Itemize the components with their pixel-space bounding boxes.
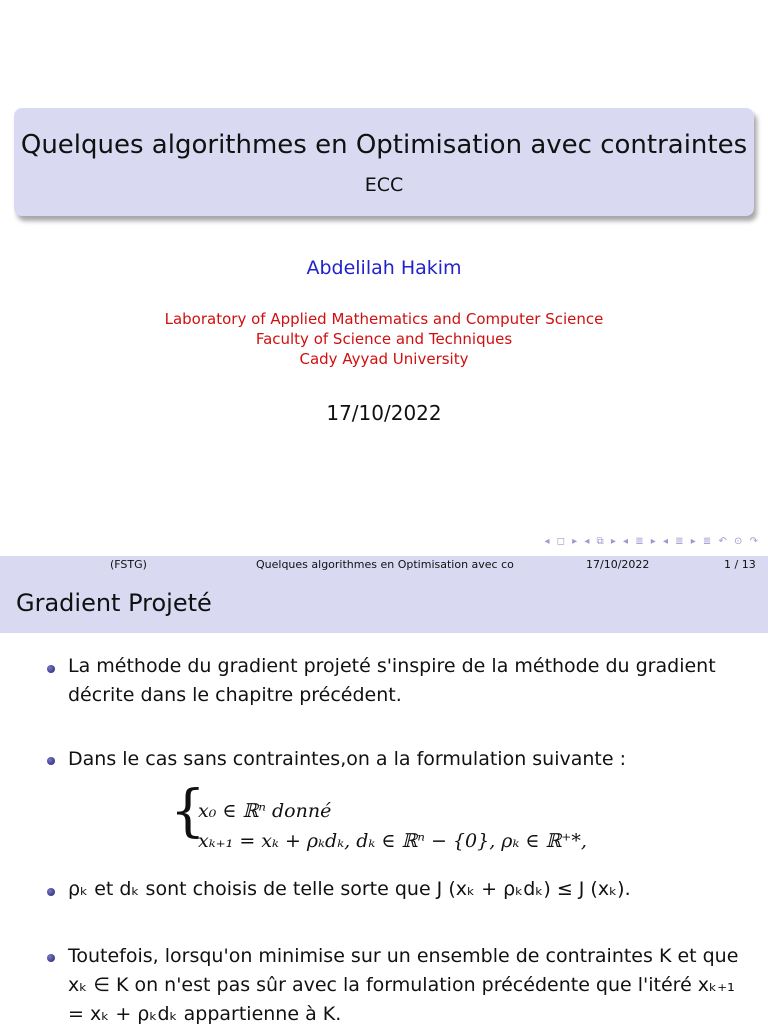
bullet-icon <box>47 665 55 673</box>
footer-page-number: 1 / 13 <box>724 558 756 571</box>
left-brace: { <box>170 779 206 844</box>
formula-line-2: xₖ₊₁ = xₖ + ρₖdₖ, dₖ ∈ ℝⁿ − {0}, ρₖ ∈ ℝ⁺*, <box>198 830 587 852</box>
institution-line-2: Faculty of Science and Techniques <box>255 330 513 348</box>
slide-title: Quelques algorithmes en Optimisation avec contraintes <box>20 130 748 160</box>
slide-subtitle: ECC <box>364 174 404 196</box>
content-slide <box>0 575 768 1024</box>
author-name: Abdelilah Hakim <box>306 257 462 279</box>
presentation-date: 17/10/2022 <box>326 401 442 425</box>
bullet-icon <box>47 954 55 962</box>
frame-title-bar <box>0 575 768 633</box>
footer-title: Quelques algorithmes en Optimisation avec co <box>256 558 514 571</box>
frame-title: Gradient Projeté <box>16 589 212 617</box>
beamer-navigation-icons[interactable]: ◂ ◻ ▸ ◂ ⧉ ▸ ◂ ≣ ▸ ◂ ≣ ▸ ≣ ↶ ⊙ ↷ <box>544 536 760 547</box>
bullet-text-1: La méthode du gradient projeté s'inspire de la méthode du gradient décrite dans le chapitre précédent. <box>68 655 716 706</box>
footer-bar <box>0 556 768 575</box>
institution-line-3: Cady Ayyad University <box>299 350 469 368</box>
bullet-text-3: ρₖ et dₖ sont choisis de telle sorte que J (xₖ + ρₖdₖ) ≤ J (xₖ). <box>68 878 631 900</box>
footer-institute: (FSTG) <box>110 558 147 571</box>
title-box <box>14 108 754 216</box>
bullet-text-4: Toutefois, lorsqu'on minimise sur un ensemble de contraintes K et que xₖ ∈ K on n'est pas sûr avec la formulation précédente que l'itéré xₖ₊₁ = xₖ + ρₖdₖ appartienne à K. <box>68 945 739 1025</box>
bullet-icon <box>47 888 55 896</box>
bullet-text-2: Dans le cas sans contraintes,on a la formulation suivante : <box>68 748 627 770</box>
institution-line-1: Laboratory of Applied Mathematics and Computer Science <box>164 310 604 328</box>
bullet-icon <box>47 757 55 765</box>
footer-date: 17/10/2022 <box>586 558 650 571</box>
formula-line-1: x₀ ∈ ℝⁿ donné <box>198 800 332 822</box>
